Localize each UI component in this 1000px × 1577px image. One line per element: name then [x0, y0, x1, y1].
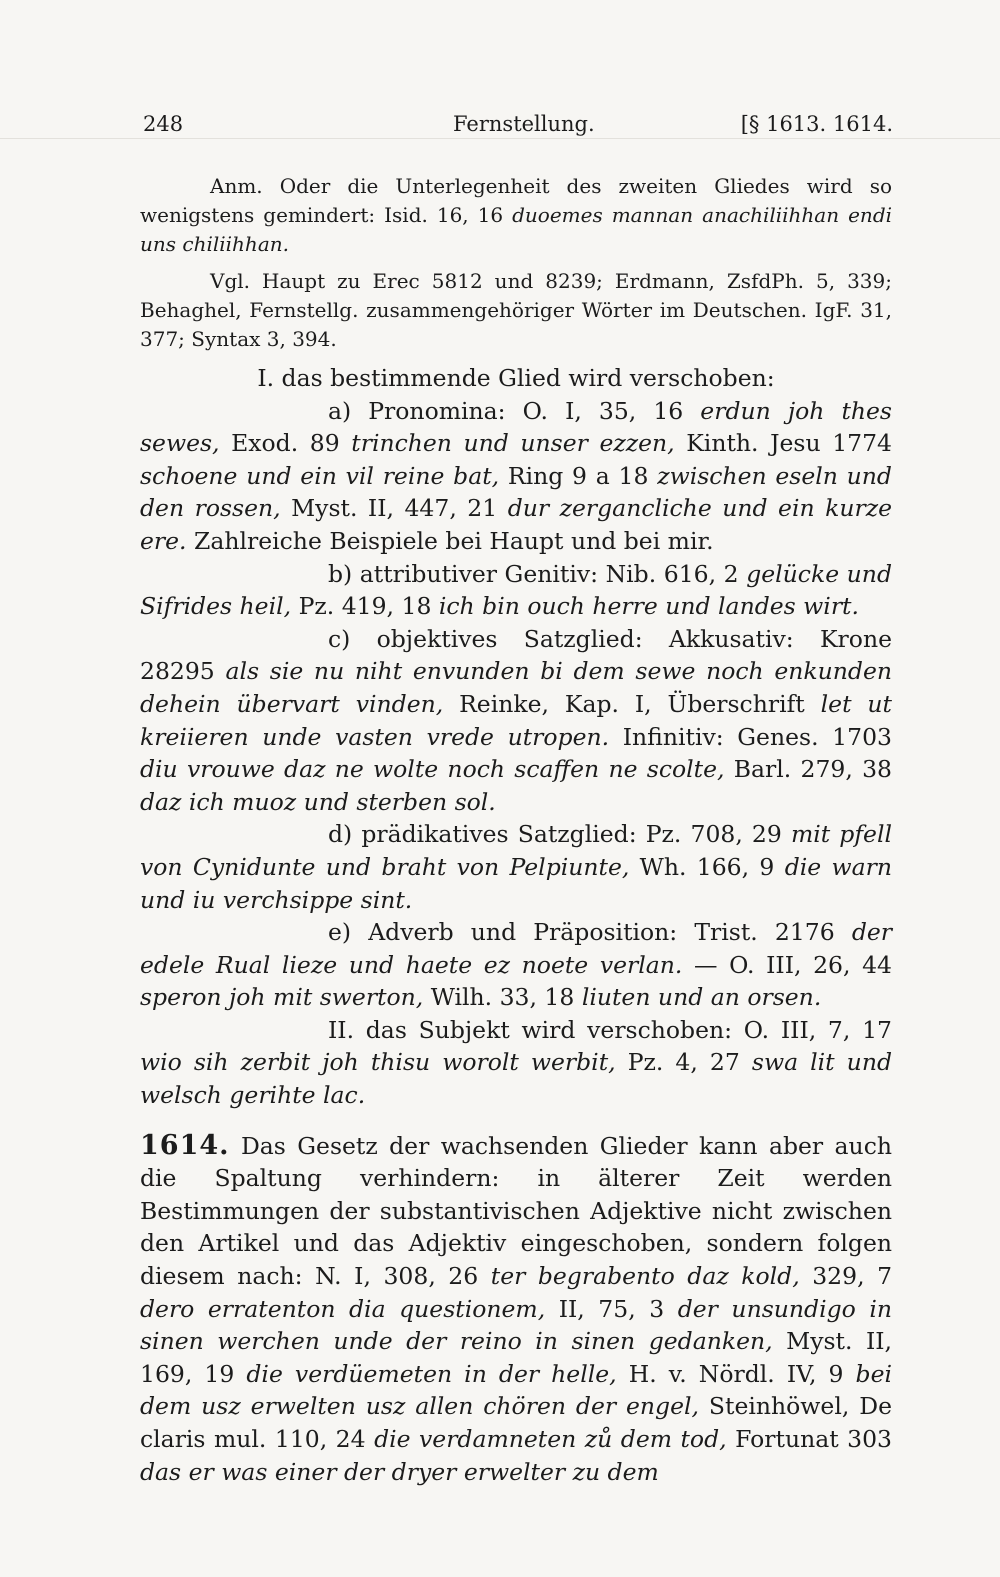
page-body — [140, 172, 892, 1488]
anm-quote: duoemes mannan anachiliihhan endi uns chiliihhan. — [140, 203, 893, 256]
page-header — [143, 112, 893, 140]
references-paragraph: Vgl. Haupt zu Erec 5812 und 8239; Erdmann, ZsfdPh. 5, 339; Behaghel, Fernstellg. zusammengehöriger Wörter im Deutschen. IgF. 31, 377; Syntax 3, 394. — [140, 269, 892, 351]
running-title: Fernstellung. — [453, 112, 595, 136]
paragraph-d: d) prädikatives Satzglied: Pz. 708, 29 mit pfell von Cynidunte und braht von Pelpiunte, Wh. 166, 9 die warn und iu verchsippe sint. — [140, 820, 892, 914]
section-1614: 1614. Das Gesetz der wachsenden Glieder kann aber auch die Spaltung verhindern: in älterer Zeit werden Bestimmungen der substantivischen Adjektive nicht zwischen den Artikel und das Adjektiv eingeschoben, sondern folgen diesem nach: N. I, 308, 26 ter begrabento daz kold, 329, 7 dero erratenton dia questionem, II, 75, 3 der unsundigo in sinen werchen unde der reino in sinen gedanken, Myst. II, 169, 19 die verdüemeten in der helle, H. v. Nördl. IV, 9 bei dem usz erwelten usz allen chören der engel, Steinhöwel, De claris mul. 110, 24 die verdamneten zů dem tod, Fortunat 303 das er was einer der dryer erwelter zu dem — [140, 1129, 893, 1486]
header-rule — [0, 138, 1000, 139]
paragraph-e: e) Adverb und Präposition: Trist. 2176 der edele Rual lieze und haete ez noete verlan. — O. III, 26, 44 speron joh mit swerton, Wilh. 33, 18 liuten und an orsen. — [140, 918, 893, 1012]
section-number: 1614. — [140, 1129, 230, 1161]
paragraph-II: II. das Subjekt wird verschoben: O. III, 7, 17 wio sih zerbit joh thisu worolt werbit, Pz. 4, 27 swa lit und welsch gerihte lac. — [140, 1015, 892, 1110]
paragraph-b: b) attributiver Genitiv: Nib. 616, 2 gelücke und Sifrides heil, Pz. 419, 18 ich bin ouch herre und landes wirt. — [140, 559, 892, 621]
heading-I: I. das bestimmende Glied wird verschoben: — [257, 364, 775, 392]
annotation-paragraph — [140, 172, 892, 259]
anm-text: Anm. Oder die Unterlegenheit des zweiten Gliedes wird so wenigstens gemindert: Isid. 16, 16 — [140, 174, 892, 227]
page-number: 248 — [143, 112, 184, 136]
section-reference: [§ 1613. 1614. — [740, 112, 893, 136]
paragraph-a: a) Pronomina: O. I, 35, 16 erdun joh thes sewes, Exod. 89 trinchen und unser ezzen, Kinth. Jesu 1774 schoene und ein vil reine bat, Ring 9 a 18 zwischen eseln und den rossen, Myst. II, 447, 21 dur zergancliche und ein kurze ere. Zahlreiche Beispiele bei Haupt und bei mir. — [140, 396, 892, 555]
paragraph-c: c) objektives Satzglied: Akkusativ: Krone 28295 als sie nu niht envunden bi dem sewe noch enkunden dehein übervart vinden, Reinke, Kap. I, Überschrift let ut kreiieren unde vasten vrede utropen. Infinitiv: Genes. 1703 diu vrouwe daz ne wolte noch scaffen ne scolte, Barl. 279, 38 daz ich muoz und sterben sol. — [140, 624, 892, 816]
